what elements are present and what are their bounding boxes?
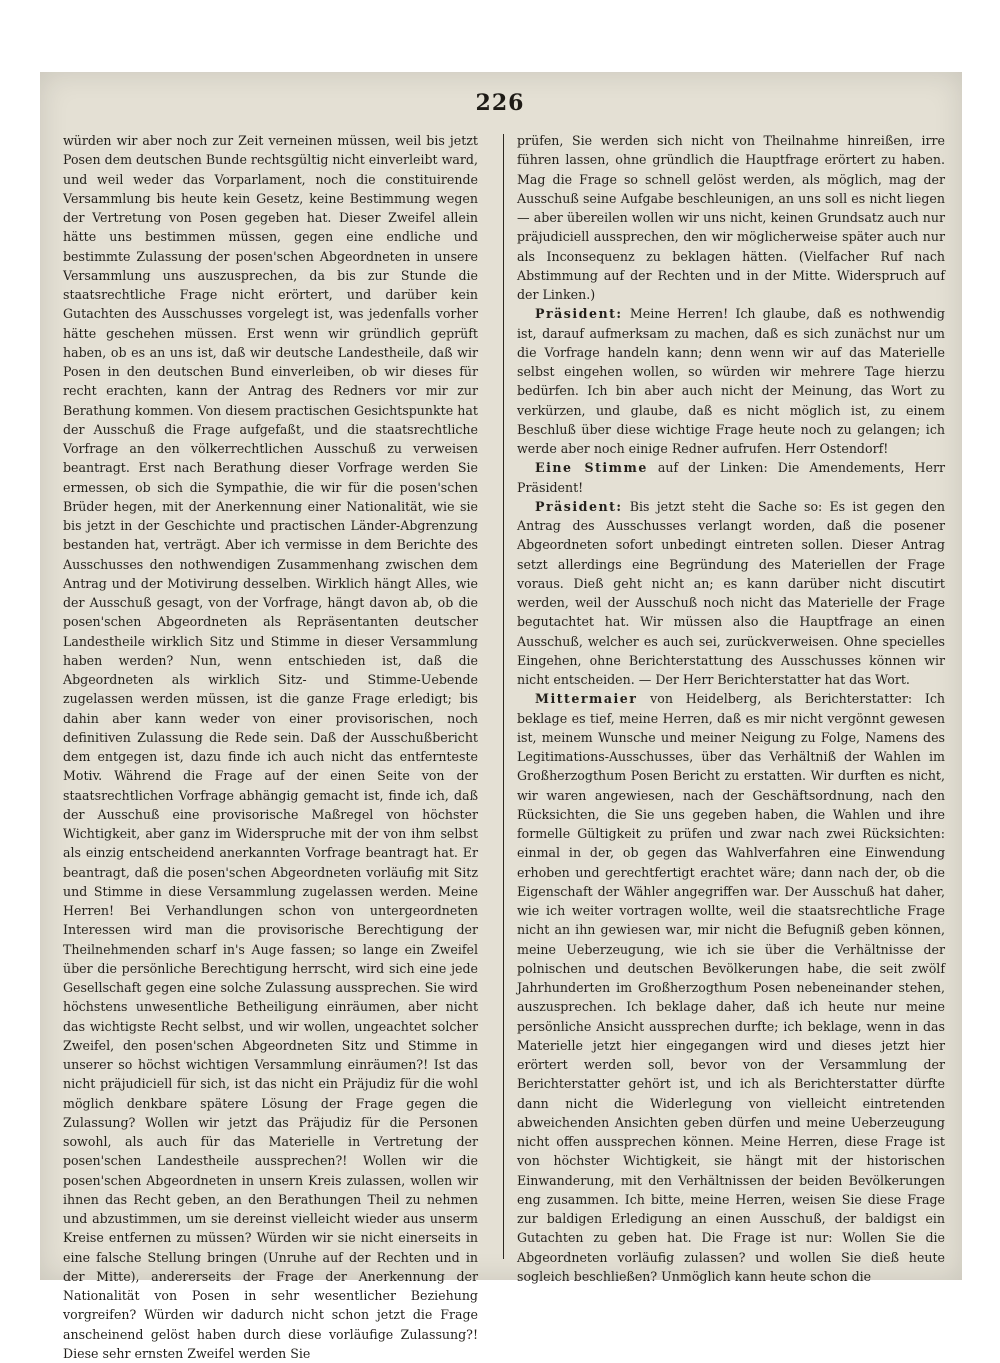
right-text-column [517, 131, 945, 1284]
voice-from-left-statement [517, 458, 945, 497]
speaker-name: Mittermaier [535, 691, 638, 707]
president-statement-1 [517, 304, 945, 458]
speaker-name: Eine Stimme [535, 460, 648, 476]
left-text-column [63, 131, 478, 1361]
speaker-name: Präsident: [535, 498, 623, 514]
page-number: 226 [475, 90, 525, 116]
left-column-paragraph: würden wir aber noch zur Zeit verneinen müssen, weil bis jetzt Posen dem deutschen Bunde rechtsgültig nicht einverleibt ward, und weil weder das Vorparlament, noch die constituirende Versammlung bis heute kein Gesetz, keine Bestimmung wegen der Vertretung von Posen gegeben hat. Dieser Zweifel allein hätte uns bestimmen müssen, gegen eine endliche und bestimmte Zulassung der posen'schen Abgeordneten in unsere Versammlung uns auszusprechen, da bis zur Stunde die staatsrechtliche Frage nicht erörtert, und darüber kein Gutachten des Ausschusses vorgelegt ist, was jedenfalls vorher hätte geschehen müssen. Erst wenn wir gründlich geprüft haben, ob es an uns ist, daß wir deutsche Landestheile, daß wir Posen in den deutschen Bund einverleiben, ob wir dieses für recht erachten, kann der Antrag des Redners vor mir zur Berathung kommen. Von diesem practischen Gesichtspunkte hat der Ausschuß die Frage aufgefaßt, und die staatsrechtliche Vorfrage an den völkerrechtlichen Ausschuß zu verweisen beantragt. Erst nach Berathung dieser Vorfrage werden Sie ermessen, ob sich die Sympathie, die wir für die posen'schen Brüder hegen, mit der Anerkennung einer Nationalität, wie sie bis jetzt in der Geschichte und practischen Länder-Abgrenzung bestanden hat, verträgt. Aber ich vermisse in dem Berichte des Ausschusses den nothwendigen Zusammenhang zwischen dem Antrag und der Motivirung desselben. Wirklich hängt Alles, wie der Ausschuß gesagt, von der Vorfrage, hängt davon ab, ob die posen'schen Abgeordneten als Repräsentanten deutscher Landestheile wirklich Sitz und Stimme in dieser Versammlung haben werden? Nun, wenn entschieden ist, daß die Abgeordneten als wirklich Sitz- und Stimme-Uebende zugelassen werden müssen, ist die ganze Frage erledigt; bis dahin aber kann weder von einer provisorischen, noch definitiven Zulassung die Rede sein. Daß der Ausschußbericht dem entgegen ist, dazu finde ich auch nicht das entfernteste Motiv. Während die Frage auf der einen Seite von der staatsrechtlichen Vorfrage abhängig gemacht ist, finde ich, daß der Ausschuß eine provisorische Maßregel von höchster Wichtigkeit, aber ganz im Widerspruche mit der von ihm selbst als einzig entscheidend anerkannten Vorfrage beantragt hat. Er beantragt, daß die posen'schen Abgeordneten vorläufig mit Sitz und Stimme in diese Versammlung zugelassen werden. Meine Herren! Bei Verhandlungen schon von untergeordneten Interessen wird man die provisorische Berechtigung der Theilnehmenden scharf in's Auge fassen; so lange ein Zweifel über die persönliche Berechtigung herrscht, wird sich eine jede Gesellschaft gegen eine solche Zulassung aussprechen. Sie wird höchstens unwesentliche Betheiligung einräumen, aber nicht das wichtigste Recht selbst, und wir wollen, ungeachtet solcher Zweifel, den posen'schen Abgeordneten Sitz und Stimme in unserer so höchst wichtigen Versammlung einräumen?! Ist das nicht präjudiciell für sich, ist das nicht ein Präjudiz für die wohl möglich denkbare spätere Lösung der Frage gegen die Zulassung? Wollen wir jetzt das Präjudiz für die Personen sowohl, als auch für das Materielle in Vertretung der posen'schen Landestheile aussprechen?! Wollen wir die posen'schen Abgeordneten in unsern Kreis zulassen, wollen wir ihnen das Recht geben, an den Berathungen Theil zu nehmen und abzustimmen, um sie dereinst vielleicht wieder aus unserm Kreise entfernen zu müssen? Würden wir sie nicht einerseits in eine falsche Stellung bringen (Unruhe auf der Rechten und in der Mitte), andererseits der Frage der Anerkennung der Nationalität von Posen in sehr wesentlicher Beziehung vorgreifen? Würden wir dadurch nicht schon jetzt die Frage anscheinend gelöst haben durch diese vorläufige Zulassung?! Diese sehr ernsten Zweifel werden Sie [63, 133, 478, 1361]
statement-text: Bis jetzt steht die Sache so: Es ist gegen den Antrag des Ausschusses verlangt worden, daß die posener Abgeordneten sofort unbedingt eintreten sollen. Dieser Antrag setzt allerdings eine Begründung des Materiellen der Frage voraus. Dieß geht nicht an; es kann darüber nicht discutirt werden, weil der Ausschuß noch nicht das Materielle der Frage begutachtet hat. Wir müssen also die Hauptfrage an einen Ausschuß, welcher es auch sei, zurückverweisen. Ohne specielles Eingehen, ohne Berichterstattung des Ausschusses können wir nicht entscheiden. — Der Herr Berichterstatter hat das Wort. [517, 498, 945, 687]
column-divider [503, 134, 504, 1259]
statement-text: auf der Linken: Die Amendements, Herr Präsident! [517, 460, 945, 495]
president-statement-2 [517, 497, 945, 690]
statement-text: Meine Herren! Ich glaube, daß es nothwendig ist, darauf aufmerksam zu machen, daß es sich zunächst nur um die Vorfrage handeln kann; denn wenn wir auf das Materielle selbst eingehen wollen, so würden wir mehrere Tage hierzu bedürfen. Ich bin aber auch nicht der Meinung, das Wort zu verkürzen, und glaube, daß es nicht möglich ist, zu einem Beschluß über diese wichtige Frage heute noch zu gelangen; ich werde aber noch einige Redner aufrufen. Herr Ostendorf! [517, 306, 945, 456]
mittermaier-statement [517, 689, 945, 1286]
speaker-name: Präsident: [535, 306, 623, 322]
statement-text: von Heidelberg, als Berichterstatter: Ich beklage es tief, meine Herren, daß es mir nicht vergönnt gewesen ist, meinem Wunsche und meiner Neigung zu Folge, Namens des Legitimations-Ausschusses, über das Verhältniß der Wahlen im Großherzogthum Posen Bericht zu erstatten. Wir durften es nicht, wir waren angewiesen, nach der Geschäftsordnung, nach den Rücksichten, die Sie uns gegeben haben, die Wahlen und ihre formelle Gültigkeit zu prüfen und zwar nach zwei Rücksichten: einmal in der, ob gegen das Wahlverfahren eine Einwendung erhoben und gerechtfertigt erachtet wäre; dann nach der, ob die Eigenschaft der Wähler angegriffen war. Der Ausschuß hat daher, wie ich weiter vortragen wollte, weil die staatsrechtliche Frage nicht an ihn gewiesen war, mir nicht die Befugniß geben können, meine Ueberzeugung, wie ich sie über die Verhältnisse der polnischen und deutschen Bevölkerungen habe, die seit zwölf Jahrhunderten im Großherzogthum Posen nebeneinander stehen, auszusprechen. Ich beklage daher, daß ich heute nur meine persönliche Ansicht aussprechen durfte; ich beklage, wenn in das Materielle jetzt hier eingegangen wird und dieses jetzt hier erörtert werden soll, bevor von der Versammlung der Berichterstatter gehört ist, und ich als Berichterstatter dürfte dann nicht die Widerlegung von vielleicht eintretenden abweichenden Ansichten geben dürfen und meine Ueberzeugung nicht offen aussprechen können. Meine Herren, diese Frage ist von höchster Wichtigkeit, sie hängt mit der historischen Einwanderung, mit den Verhältnissen der beiden Bevölkerungen eng zusammen. Ich bitte, meine Herren, weisen Sie diese Frage zur baldigen Erledigung an einen Ausschuß, der baldigst ein Gutachten zu geben hat. Die Frage ist nur: Wollen Sie die Abgeordneten vorläufig zulassen? und wollen Sie dieß heute sogleich beschließen? Unmöglich kann heute schon die [517, 691, 945, 1284]
right-column-paragraph-continuation: prüfen, Sie werden sich nicht von Theilnahme hinreißen, irre führen lassen, ohne gründlich die Hauptfrage erörtert zu haben. Mag die Frage so schnell gelöst werden, als möglich, mag der Ausschuß seine Aufgabe beschleunigen, an uns soll es nicht liegen — aber übereilen wollen wir uns nicht, keinen Grundsatz auch nur präjudiciell aussprechen, den wir möglicherweise später auch nur als Inconsequenz zu beklagen hätten. (Vielfacher Ruf nach Abstimmung auf der Rechten und in der Mitte. Widerspruch auf der Linken.) [517, 133, 945, 302]
